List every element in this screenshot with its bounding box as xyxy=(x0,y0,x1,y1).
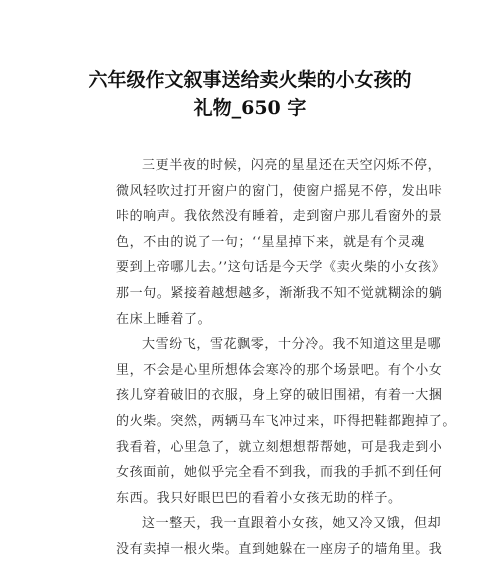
paragraph-1-line-2: 微风轻吹过打开窗户的窗门，使窗户摇晃不停，发出咔 xyxy=(116,183,443,199)
paragraph-1-line-1: 三更半夜的时候，闪亮的星星还在天空闪烁不停， xyxy=(142,158,442,173)
paragraph-1-line-4: 色，不由的说了一句；‘‘星星掉下来，就是有个灵魂 xyxy=(116,234,425,250)
paragraph-1-line-6: 那一句。紧接着越想越多，渐渐我不知不觉就糊涂的躺 xyxy=(116,285,443,301)
paragraph-2-line-4: 的火柴。突然，两辆马车飞冲过来，吓得把鞋都跑掉了。 xyxy=(116,413,457,429)
body-text xyxy=(116,153,457,563)
paragraph-2-line-3: 孩儿穿着破旧的衣服，身上穿的破旧围裙，有着一大捆 xyxy=(116,388,443,404)
paragraph-3-line-2: 没有卖掉一根火柴。直到她躲在一座房子的墙角里。我 xyxy=(116,541,443,557)
paragraph-2-line-5: 我看着，心里急了，就立刻想想帮帮她，可是我走到小 xyxy=(116,439,443,455)
paragraph-1-line-7: 在床上睡着了。 xyxy=(116,311,212,327)
paragraph-1-line-3: 咔的响声。我依然没有睡着，走到窗户那儿看窗外的景 xyxy=(116,209,443,225)
document-title-line-1: 六年级作文叙事送给卖火柴的小女孩的 xyxy=(88,69,412,91)
paragraph-1-line-5: 要到上帝哪儿去。’’这句话是今天学《卖火柴的小女孩》 xyxy=(116,260,446,276)
paragraph-2-line-2: 里，不会是心里所想体会寒冷的那个场景吧。有个小女 xyxy=(116,362,443,378)
paragraph-2-line-7: 东西。我只好眼巴巴的看着小女孩无助的样子。 xyxy=(116,490,402,506)
paragraph-2-line-1: 大雪纷飞，雪花飘零，十分冷。我不知道这里是哪 xyxy=(142,337,442,353)
paragraph-3-line-1: 这一整天，我一直跟着小女孩，她又冷又饿，但却 xyxy=(142,516,442,532)
document-title-line-2: 礼物_650 字 xyxy=(193,97,307,119)
paragraph-2-line-6: 女孩面前，她似乎完全看不到我，而我的手抓不到任何 xyxy=(116,465,443,481)
